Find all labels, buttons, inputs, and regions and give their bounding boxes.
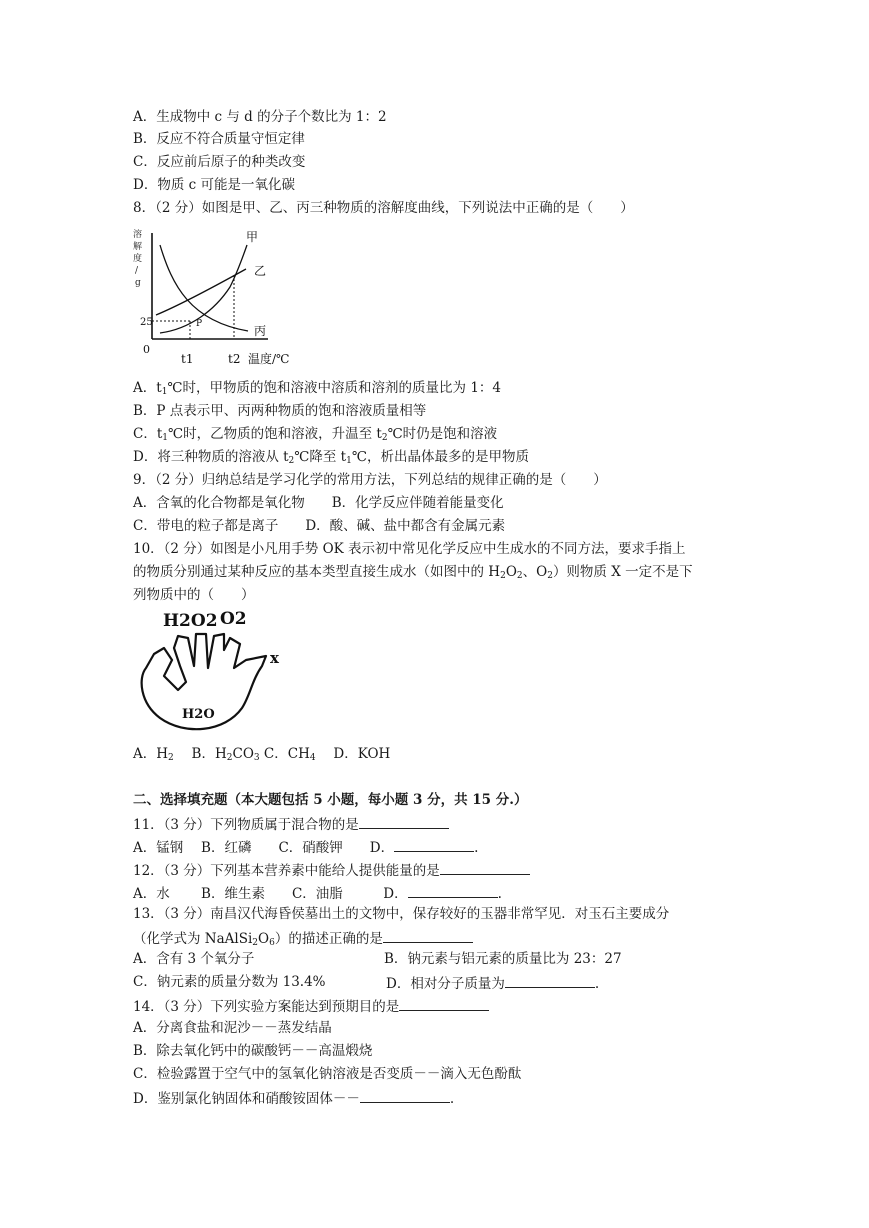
q13-option-b: B．钠元素与铝元素的质量比为 23：27	[384, 951, 622, 967]
hand-label-x: x	[270, 649, 279, 667]
q10-stem-line1: 10．（2 分）如图是小凡用手势 OK 表示初中常见化学反应中生成水的不同方法，要求手指上	[133, 541, 686, 557]
q13-stem-line2: （化学式为 $NaAlSi_2O_6$）的描述正确的是	[133, 928, 473, 948]
q8-option-a: A．$t_1℃$时，甲物质的饱和溶液中溶质和溶剂的质量比为 1：4	[133, 380, 501, 397]
label-bing: 丙	[254, 324, 267, 338]
q7-option-b: B．反应不符合质量守恒定律	[133, 131, 305, 147]
q9-options-ab: A．含氧的化合物都是氧化物 B．化学反应伴随着能量变化	[133, 495, 504, 511]
q7-option-c: C．反应前后原子的种类改变	[133, 154, 306, 170]
label-p: P	[196, 319, 203, 329]
q7-option-d: D．物质 c 可能是一氧化碳	[133, 177, 295, 193]
q13-option-d: D．相对分子质量为 .	[386, 973, 599, 993]
graph-ylabel-3: 度	[133, 254, 143, 264]
label-t1: t1	[181, 352, 194, 366]
graph-ylabel-4: /	[135, 266, 139, 276]
label-xaxis: 温度/℃	[248, 352, 290, 366]
q9-options-cd: C．带电的粒子都是离子 D．酸、碱、盐中都含有金属元素	[133, 518, 506, 534]
q13-stem-line1: 13．（3 分）南昌汉代海昏侯墓出土的文物中，保存较好的玉器非常罕见．对玉石主要成分	[133, 906, 670, 922]
q10-options: A．$H_2$ B．$H_2CO_3$ C．$CH_4$ D．KOH	[133, 746, 391, 763]
q14-option-d: D．鉴别氯化钠固体和硝酸铵固体－－ .	[133, 1088, 454, 1108]
label-yi: 乙	[254, 264, 267, 278]
label-t2: t2	[228, 352, 241, 366]
hand-label-h2o2: H2O2	[163, 611, 218, 631]
curve-bing	[160, 245, 248, 331]
label-jia: 甲	[246, 230, 259, 244]
graph-ylabel-5: g	[135, 278, 141, 288]
q13-option-d-blank[interactable]	[505, 973, 595, 988]
q10-stem-line2: 的物质分别通过某种反应的基本类型直接生成水（如图中的 $H_2O_2$、$O_2$）则物质 X 一定不是下	[133, 564, 693, 581]
q11-stem: 11．（3 分）下列物质属于混合物的是	[133, 814, 449, 834]
q8-option-b: B．P 点表示甲、丙两种物质的饱和溶液质量相等	[133, 403, 427, 419]
q14-answer-blank[interactable]	[399, 996, 489, 1011]
q14-stem: 14．（3 分）下列实验方案能达到预期目的是	[133, 996, 489, 1016]
q11-options: A．锰钢 B．红磷 C．硝酸钾 D． .	[133, 837, 478, 857]
q11-answer-blank[interactable]	[359, 814, 449, 829]
q12-options: A．水 B．维生素 C．油脂 D． .	[133, 883, 502, 903]
q13-answer-blank[interactable]	[383, 928, 473, 943]
q11-option-d-blank[interactable]	[394, 837, 474, 852]
q14-option-c: C．检验露置于空气中的氢氧化钠溶液是否变质－－滴入无色酚酞	[133, 1066, 522, 1082]
q8-option-c: C．$t_1℃$时，乙物质的饱和溶液，升温至 $t_2℃$时仍是饱和溶液	[133, 426, 498, 443]
graph-ylabel-1: 溶	[133, 230, 143, 240]
solubility-curve-figure	[130, 225, 290, 373]
q12-stem: 12．（3 分）下列基本营养素中能给人提供能量的是	[133, 860, 530, 880]
q13-option-a: A．含有 3 个氧分子	[133, 951, 255, 967]
q14-option-a: A．分离食盐和泥沙－－蒸发结晶	[133, 1020, 332, 1036]
label-25: 25	[140, 317, 153, 328]
q10-stem-line3: 列物质中的（ ）	[133, 587, 255, 603]
hand-label-h2o: H2O	[182, 707, 215, 722]
graph-ylabel-2: 解	[133, 242, 143, 252]
curve-yi	[156, 269, 246, 315]
q14-option-d-blank[interactable]	[360, 1088, 450, 1103]
q12-answer-blank[interactable]	[440, 860, 530, 875]
q9-stem: 9．（2 分）归纳总结是学习化学的常用方法，下列总结的规律正确的是（ ）	[133, 472, 607, 488]
ok-hand-figure	[130, 608, 290, 740]
section-2-heading: 二、选择填充题（本大题包括 5 小题，每小题 3 分，共 15 分.）	[133, 792, 528, 808]
q14-option-b: B．除去氧化钙中的碳酸钙－－高温煅烧	[133, 1043, 373, 1059]
label-origin: 0	[143, 343, 150, 356]
q8-option-d: D．将三种物质的溶液从 $t_2℃$降至 $t_1℃$，析出晶体最多的是甲物质	[133, 449, 529, 466]
q13-option-c: C．钠元素的质量分数为 13.4%	[133, 974, 326, 990]
q8-stem: 8．（2 分）如图是甲、乙、丙三种物质的溶解度曲线，下列说法中正确的是（ ）	[133, 200, 634, 216]
q7-option-a: A．生成物中 c 与 d 的分子个数比为 1：2	[133, 109, 387, 125]
hand-label-o2: O2	[220, 609, 247, 629]
q12-option-d-blank[interactable]	[408, 883, 498, 898]
